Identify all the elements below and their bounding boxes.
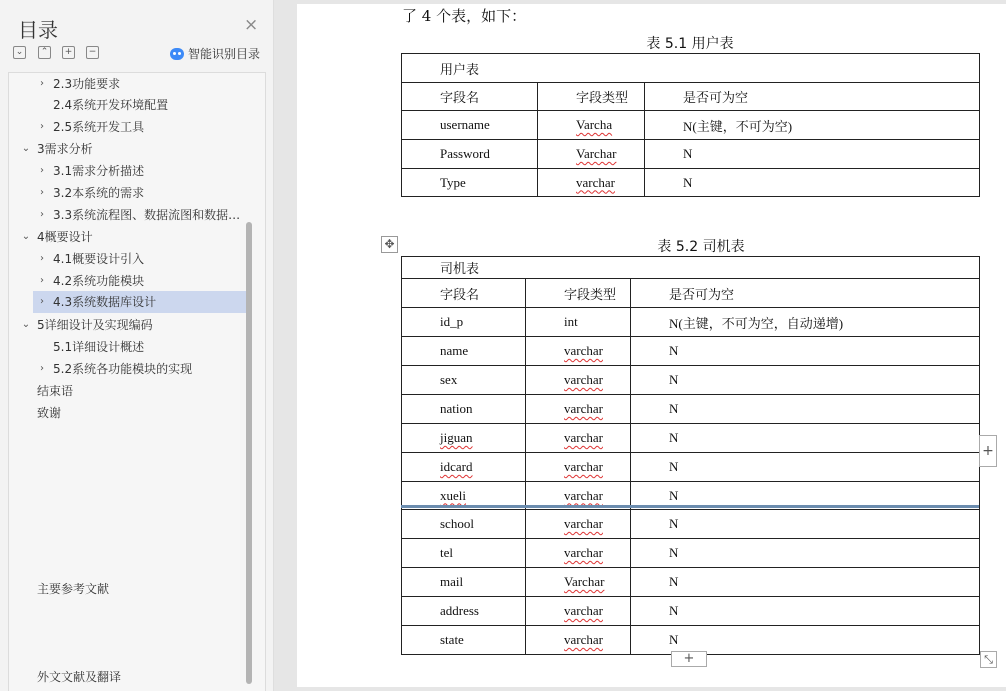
table-cell: Varchar xyxy=(576,146,617,161)
table1-caption: 表 5.1 用户表 xyxy=(646,36,734,52)
toc-item-label: 结束语 xyxy=(37,384,74,398)
table-cell: N xyxy=(631,395,980,424)
table2-caption: 表 5.2 司机表 xyxy=(657,239,745,255)
table-cell: mail xyxy=(402,568,526,597)
user-table xyxy=(401,53,980,197)
table-cell: sex xyxy=(402,366,526,395)
toc-item[interactable] xyxy=(9,336,245,358)
table-title-cell: 用户表 xyxy=(402,54,980,83)
intro-text: 了 4 个表，如下： xyxy=(402,7,527,25)
toc-item[interactable] xyxy=(9,182,259,204)
table-cell: username xyxy=(402,111,538,140)
add-column-button[interactable]: + xyxy=(979,435,997,467)
table-cell: varchar xyxy=(564,343,603,358)
table-cell: N xyxy=(631,568,980,597)
toc-list xyxy=(8,72,266,691)
table-resize-icon[interactable]: ⤡ xyxy=(980,651,997,668)
header-cell: 字段名 xyxy=(402,83,538,111)
table-cell: varchar xyxy=(564,430,603,445)
toc-item[interactable] xyxy=(9,160,259,182)
page-gap xyxy=(297,687,1006,691)
toc-item-label: 3.2本系统的需求 xyxy=(53,186,145,200)
toc-item[interactable] xyxy=(9,248,259,270)
toc-item-label: 4概要设计 xyxy=(37,230,93,244)
row-selection-indicator xyxy=(401,505,979,508)
chevron-down-icon[interactable]: ⌄ xyxy=(21,231,31,242)
toc-item[interactable] xyxy=(9,116,259,138)
smart-toc-label: 智能识别目录 xyxy=(188,47,261,61)
table-cell: name xyxy=(402,337,526,366)
table-cell: id_p xyxy=(402,308,526,337)
table-cell: Varcha xyxy=(576,117,613,132)
table-cell: nation xyxy=(402,395,526,424)
table-cell: N xyxy=(631,453,980,482)
expand-level-icon[interactable]: ⌃ xyxy=(38,46,51,59)
table-cell: tel xyxy=(402,539,526,568)
toc-item-label: 5.2系统各功能模块的实现 xyxy=(53,362,193,376)
table-cell: N xyxy=(631,482,980,510)
toc-scrollbar[interactable] xyxy=(246,222,252,684)
chevron-right-icon[interactable]: › xyxy=(40,253,44,264)
toc-item[interactable] xyxy=(9,94,259,116)
header-cell: 字段类型 xyxy=(526,279,631,308)
toc-item-label: 3需求分析 xyxy=(37,142,93,156)
toc-item-selected[interactable] xyxy=(33,291,246,313)
table-cell: N xyxy=(631,597,980,626)
toc-item[interactable] xyxy=(9,402,245,424)
chevron-right-icon[interactable]: › xyxy=(40,363,44,374)
toc-item[interactable] xyxy=(9,380,245,402)
header-cell: 字段类型 xyxy=(538,83,645,111)
table-cell: Type xyxy=(402,169,538,197)
table-cell: jiguan xyxy=(440,430,473,445)
toc-item-label: 4.2系统功能模块 xyxy=(53,274,145,288)
header-cell: 是否可为空 xyxy=(631,279,980,308)
table-cell: N xyxy=(631,510,980,539)
table-cell: N(主键，不可为空) xyxy=(645,111,980,140)
toc-item-label: 5详细设计及实现编码 xyxy=(37,318,153,332)
table-cell: varchar xyxy=(564,459,603,474)
toc-item[interactable] xyxy=(9,270,259,292)
table-cell: varchar xyxy=(576,174,615,190)
toc-item[interactable] xyxy=(9,204,245,226)
header-cell: 是否可为空 xyxy=(645,83,980,111)
toc-item[interactable] xyxy=(9,578,245,600)
toc-sidebar xyxy=(0,0,274,691)
chevron-right-icon[interactable]: › xyxy=(40,296,44,307)
toc-item-label: 2.3功能要求 xyxy=(53,77,121,91)
toc-item[interactable] xyxy=(9,138,259,160)
chevron-right-icon[interactable]: › xyxy=(40,209,44,220)
table-cell: N xyxy=(631,539,980,568)
robot-icon xyxy=(170,48,184,60)
table-cell: Password xyxy=(402,140,538,169)
table-cell: N xyxy=(631,424,980,453)
toc-item[interactable] xyxy=(9,73,259,95)
table-cell: int xyxy=(526,308,631,337)
table-title-cell: 司机表 xyxy=(402,257,980,279)
table-cell: N xyxy=(645,140,980,169)
toc-item-label: 3.3系统流程图、数据流图和数据… xyxy=(53,208,241,222)
table-cell: varchar xyxy=(564,372,603,387)
table-cell: varchar xyxy=(564,603,603,618)
toc-item-label: 5.1详细设计概述 xyxy=(53,340,145,354)
table-cell: varchar xyxy=(564,516,603,531)
add-heading-icon[interactable]: + xyxy=(62,46,75,59)
driver-table xyxy=(401,256,980,655)
chevron-down-icon[interactable]: ⌄ xyxy=(21,143,31,154)
toc-item-label: 致谢 xyxy=(37,406,62,420)
toc-item[interactable] xyxy=(9,314,245,336)
toc-item-label: 外文文献及翻译 xyxy=(37,670,122,684)
table-cell: varchar xyxy=(564,632,603,647)
toc-item-label: 3.1需求分析描述 xyxy=(53,164,145,178)
toc-item-label: 4.1概要设计引入 xyxy=(53,252,145,266)
table-cell: state xyxy=(402,626,526,655)
add-row-button[interactable]: + xyxy=(671,651,707,667)
table-cell: xueli xyxy=(440,487,466,503)
toc-title: 目录 xyxy=(18,18,58,42)
table-cell: varchar xyxy=(564,401,603,416)
toc-item-label: 4.3系统数据库设计 xyxy=(53,295,157,309)
table-cell: idcard xyxy=(440,459,473,474)
header-cell: 字段名 xyxy=(402,279,526,308)
chevron-right-icon[interactable]: › xyxy=(40,121,44,132)
toc-item[interactable] xyxy=(9,226,259,248)
chevron-right-icon[interactable]: › xyxy=(40,78,44,89)
table-cell: school xyxy=(402,510,526,539)
table-cell: N xyxy=(631,626,980,655)
toc-item[interactable] xyxy=(9,666,245,688)
toc-item-label: 主要参考文献 xyxy=(37,582,110,596)
toc-item-label: 2.4系统开发环境配置 xyxy=(53,98,169,112)
toc-item[interactable] xyxy=(9,358,245,380)
smart-toc-button[interactable] xyxy=(170,45,260,62)
table-cell: varchar xyxy=(564,487,603,503)
table-cell: N xyxy=(631,337,980,366)
close-icon[interactable]: × xyxy=(244,15,259,35)
chevron-down-icon[interactable]: ⌄ xyxy=(21,319,31,330)
table-cell: N xyxy=(631,366,980,395)
chevron-right-icon[interactable]: › xyxy=(40,275,44,286)
toc-item-label: 2.5系统开发工具 xyxy=(53,120,145,134)
table-cell: N(主键，不可为空，自动递增) xyxy=(631,308,980,337)
table-cell: address xyxy=(402,597,526,626)
table-cell: varchar xyxy=(564,545,603,560)
chevron-right-icon[interactable]: › xyxy=(40,165,44,176)
remove-heading-icon[interactable]: − xyxy=(86,46,99,59)
table-cell: Varchar xyxy=(564,574,605,589)
collapse-all-icon[interactable]: ⌄ xyxy=(13,46,26,59)
chevron-right-icon[interactable]: › xyxy=(40,187,44,198)
table-cell: N xyxy=(645,169,980,197)
table-move-icon[interactable]: ✥ xyxy=(381,236,398,253)
